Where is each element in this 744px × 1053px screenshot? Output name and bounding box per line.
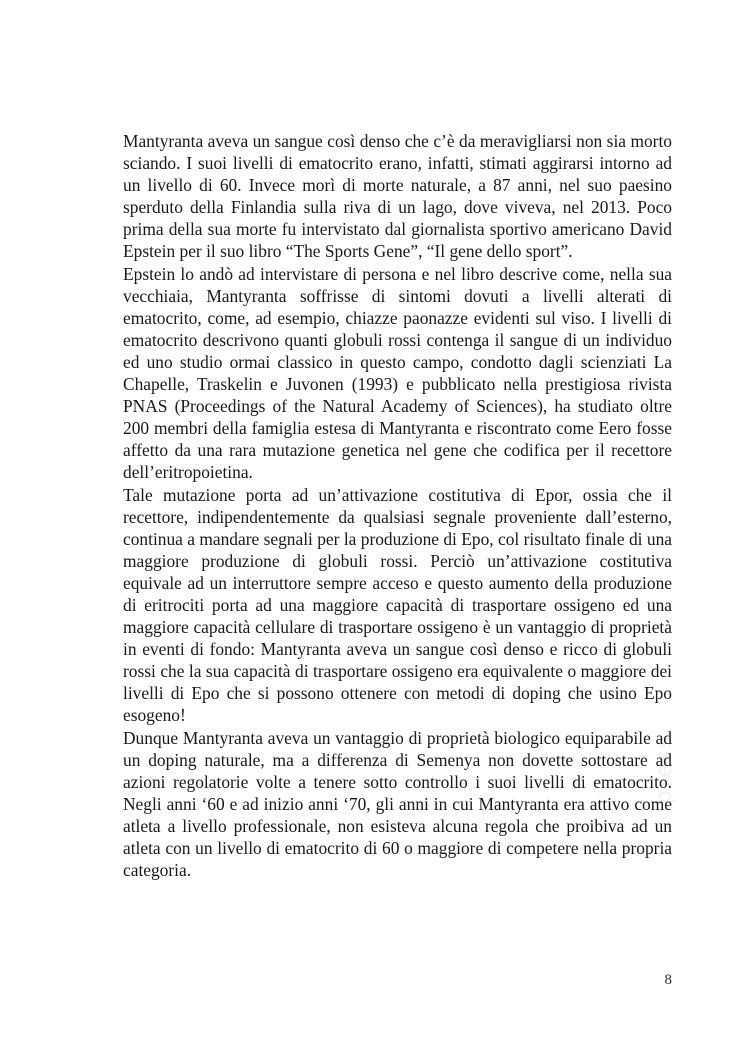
paragraph: Tale mutazione porta ad un’attivazione costitutiva di Epor, ossia che il recettore, indipendentemente da qualsiasi segnale proveniente dall’esterno, continua a mandare segnali per la produzione di Epo, col risultato finale di una maggiore produzione di globuli rossi. Perciò un’attivazione costitutiva equivale ad un interruttore sempre acceso e questo aumento della produzione di eritrociti porta ad una maggiore capacità di trasportare ossigeno ed una maggiore capacità cellulare di trasportare ossigeno è un vantaggio di proprietà in eventi di fondo: Mantyranta aveva un sangue così denso e ricco di globuli rossi che la sua capacità di trasportare ossigeno era equivalente o maggiore dei livelli di Epo che si possono ottenere con metodi di doping che usino Epo esogeno!: [123, 484, 672, 726]
body-text: [123, 130, 672, 881]
paragraph: Dunque Mantyranta aveva un vantaggio di proprietà biologico equiparabile ad un doping naturale, ma a differenza di Semenya non dovette sottostare ad azioni regolatorie volte a tenere sotto controllo i suoi livelli di ematocrito. Negli anni ‘60 e ad inizio anni ‘70, gli anni in cui Mantyranta era attivo come atleta a livello professionale, non esisteva alcuna regola che proibiva ad un atleta con un livello di ematocrito di 60 o maggiore di competere nella propria categoria.: [123, 727, 672, 881]
watermark: press: [652, 735, 677, 805]
paragraph: Epstein lo andò ad intervistare di persona e nel libro descrive come, nella sua vecchiaia, Mantyranta soffrisse di sintomi dovuti a livelli alterati di ematocrito, come, ad esempio, chiazze paonazze evidenti sul viso. I livelli di ematocrito descrivono quanti globuli rossi contenga il sangue di un individuo ed uno studio ormai classico in questo campo, condotto dagli scienziati La Chapelle, Traskelin e Juvonen (1993) e pubblicato nella prestigiosa rivista PNAS (Proceedings of the Natural Academy of Sciences), ha studiato oltre 200 membri della famiglia estesa di Mantyranta e riscontrato come Eero fosse affetto da una rara mutazione genetica nel gene che codifica per il recettore dell’eritropoietina.: [123, 263, 672, 483]
page-number: 8: [664, 972, 672, 988]
paragraph: Mantyranta aveva un sangue così denso che c’è da meravigliarsi non sia morto sciando. I suoi livelli di ematocrito erano, infatti, stimati aggirarsi intorno ad un livello di 60. Invece morì di morte naturale, a 87 anni, nel suo paesino sperduto della Finlandia sulla riva di un lago, dove viveva, nel 2013. Poco prima della sua morte fu intervistato dal giornalista sportivo americano David Epstein per il suo libro “The Sports Gene”, “Il gene dello sport”.: [123, 131, 672, 262]
